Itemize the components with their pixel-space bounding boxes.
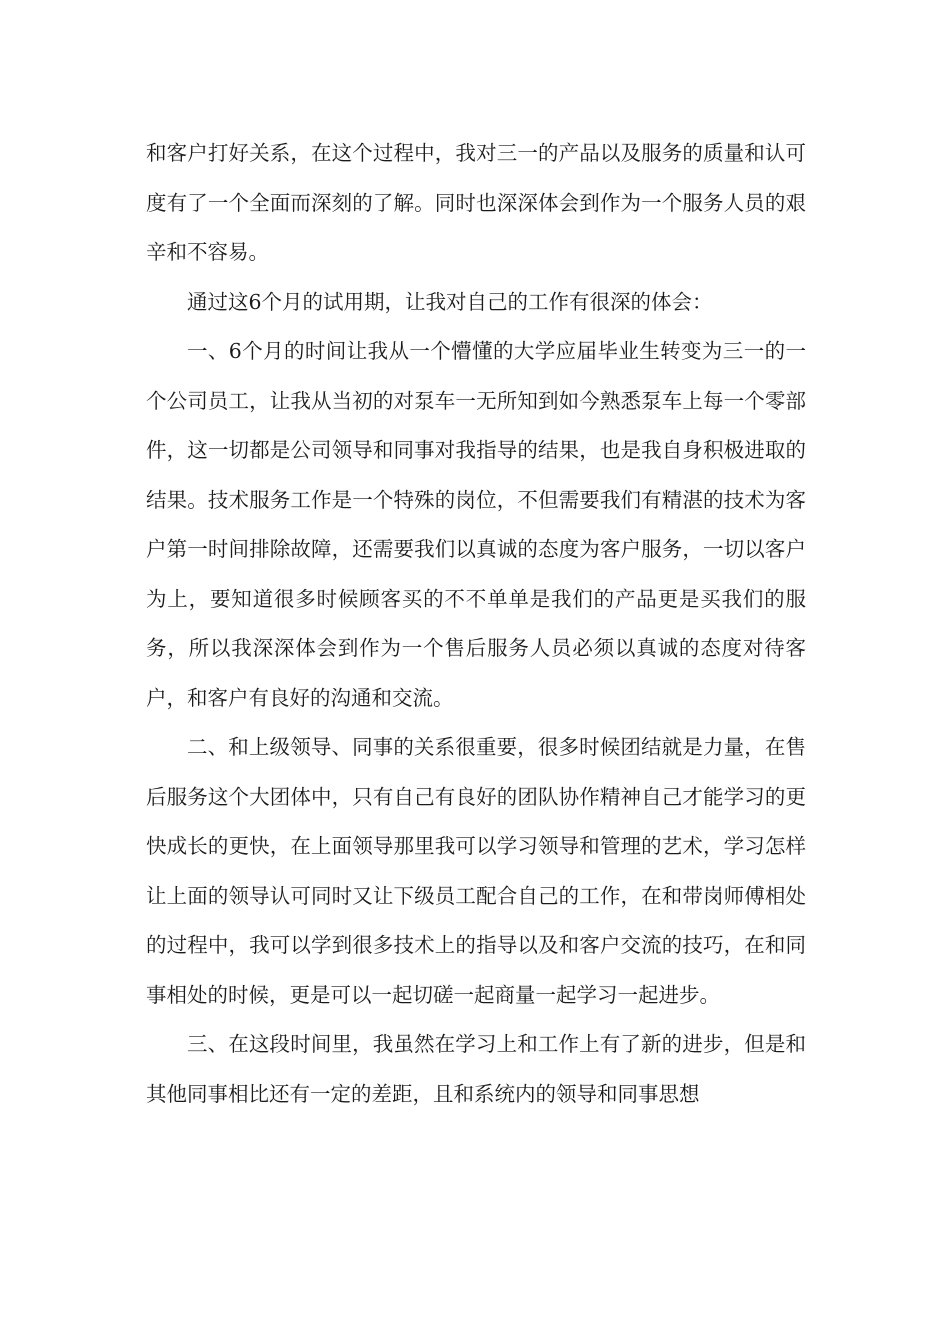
- paragraph-intro: 通过这6个月的试用期，让我对自己的工作有很深的体会：: [187, 289, 713, 314]
- document-body: [146, 129, 806, 1119]
- paragraph-point-three: 三、在这段时间里，我虽然在学习上和工作上有了新的进步，但是和其他同事相比还有一定的差距，且和系统内的领导和同事思想: [146, 1032, 806, 1106]
- paragraph-point-two: 二、和上级领导、同事的关系很重要，很多时候团结就是力量，在售后服务这个大团体中，只有自己有良好的团队协作精神自己才能学习的更快成长的更快，在上面领导那里我可以学习领导和管理的艺术，学习怎样让上面的领导认可同时又让下级员工配合自己的工作，在和带岗师傅相处的过程中，我可以学到很多技术上的指导以及和客户交流的技巧，在和同事相处的时候，更是可以一起切磋一起商量一起学习一起进步。: [146, 735, 806, 1007]
- paragraph-continuation: 和客户打好关系，在这个过程中，我对三一的产品以及服务的质量和认可度有了一个全面而深刻的了解。同时也深深体会到作为一个服务人员的艰辛和不容易。: [146, 141, 806, 264]
- paragraph-point-one: 一、6个月的时间让我从一个懵懂的大学应届毕业生转变为三一的一个公司员工，让我从当初的对泵车一无所知到如今熟悉泵车上每一个零部件，这一切都是公司领导和同事对我指导的结果，也是我自身积极进取的结果。技术服务工作是一个特殊的岗位，不但需要我们有精湛的技术为客户第一时间排除故障，还需要我们以真诚的态度为客户服务，一切以客户为上，要知道很多时候顾客买的不不单单是我们的产品更是买我们的服务，所以我深深体会到作为一个售后服务人员必须以真诚的态度对待客户，和客户有良好的沟通和交流。: [146, 339, 806, 710]
